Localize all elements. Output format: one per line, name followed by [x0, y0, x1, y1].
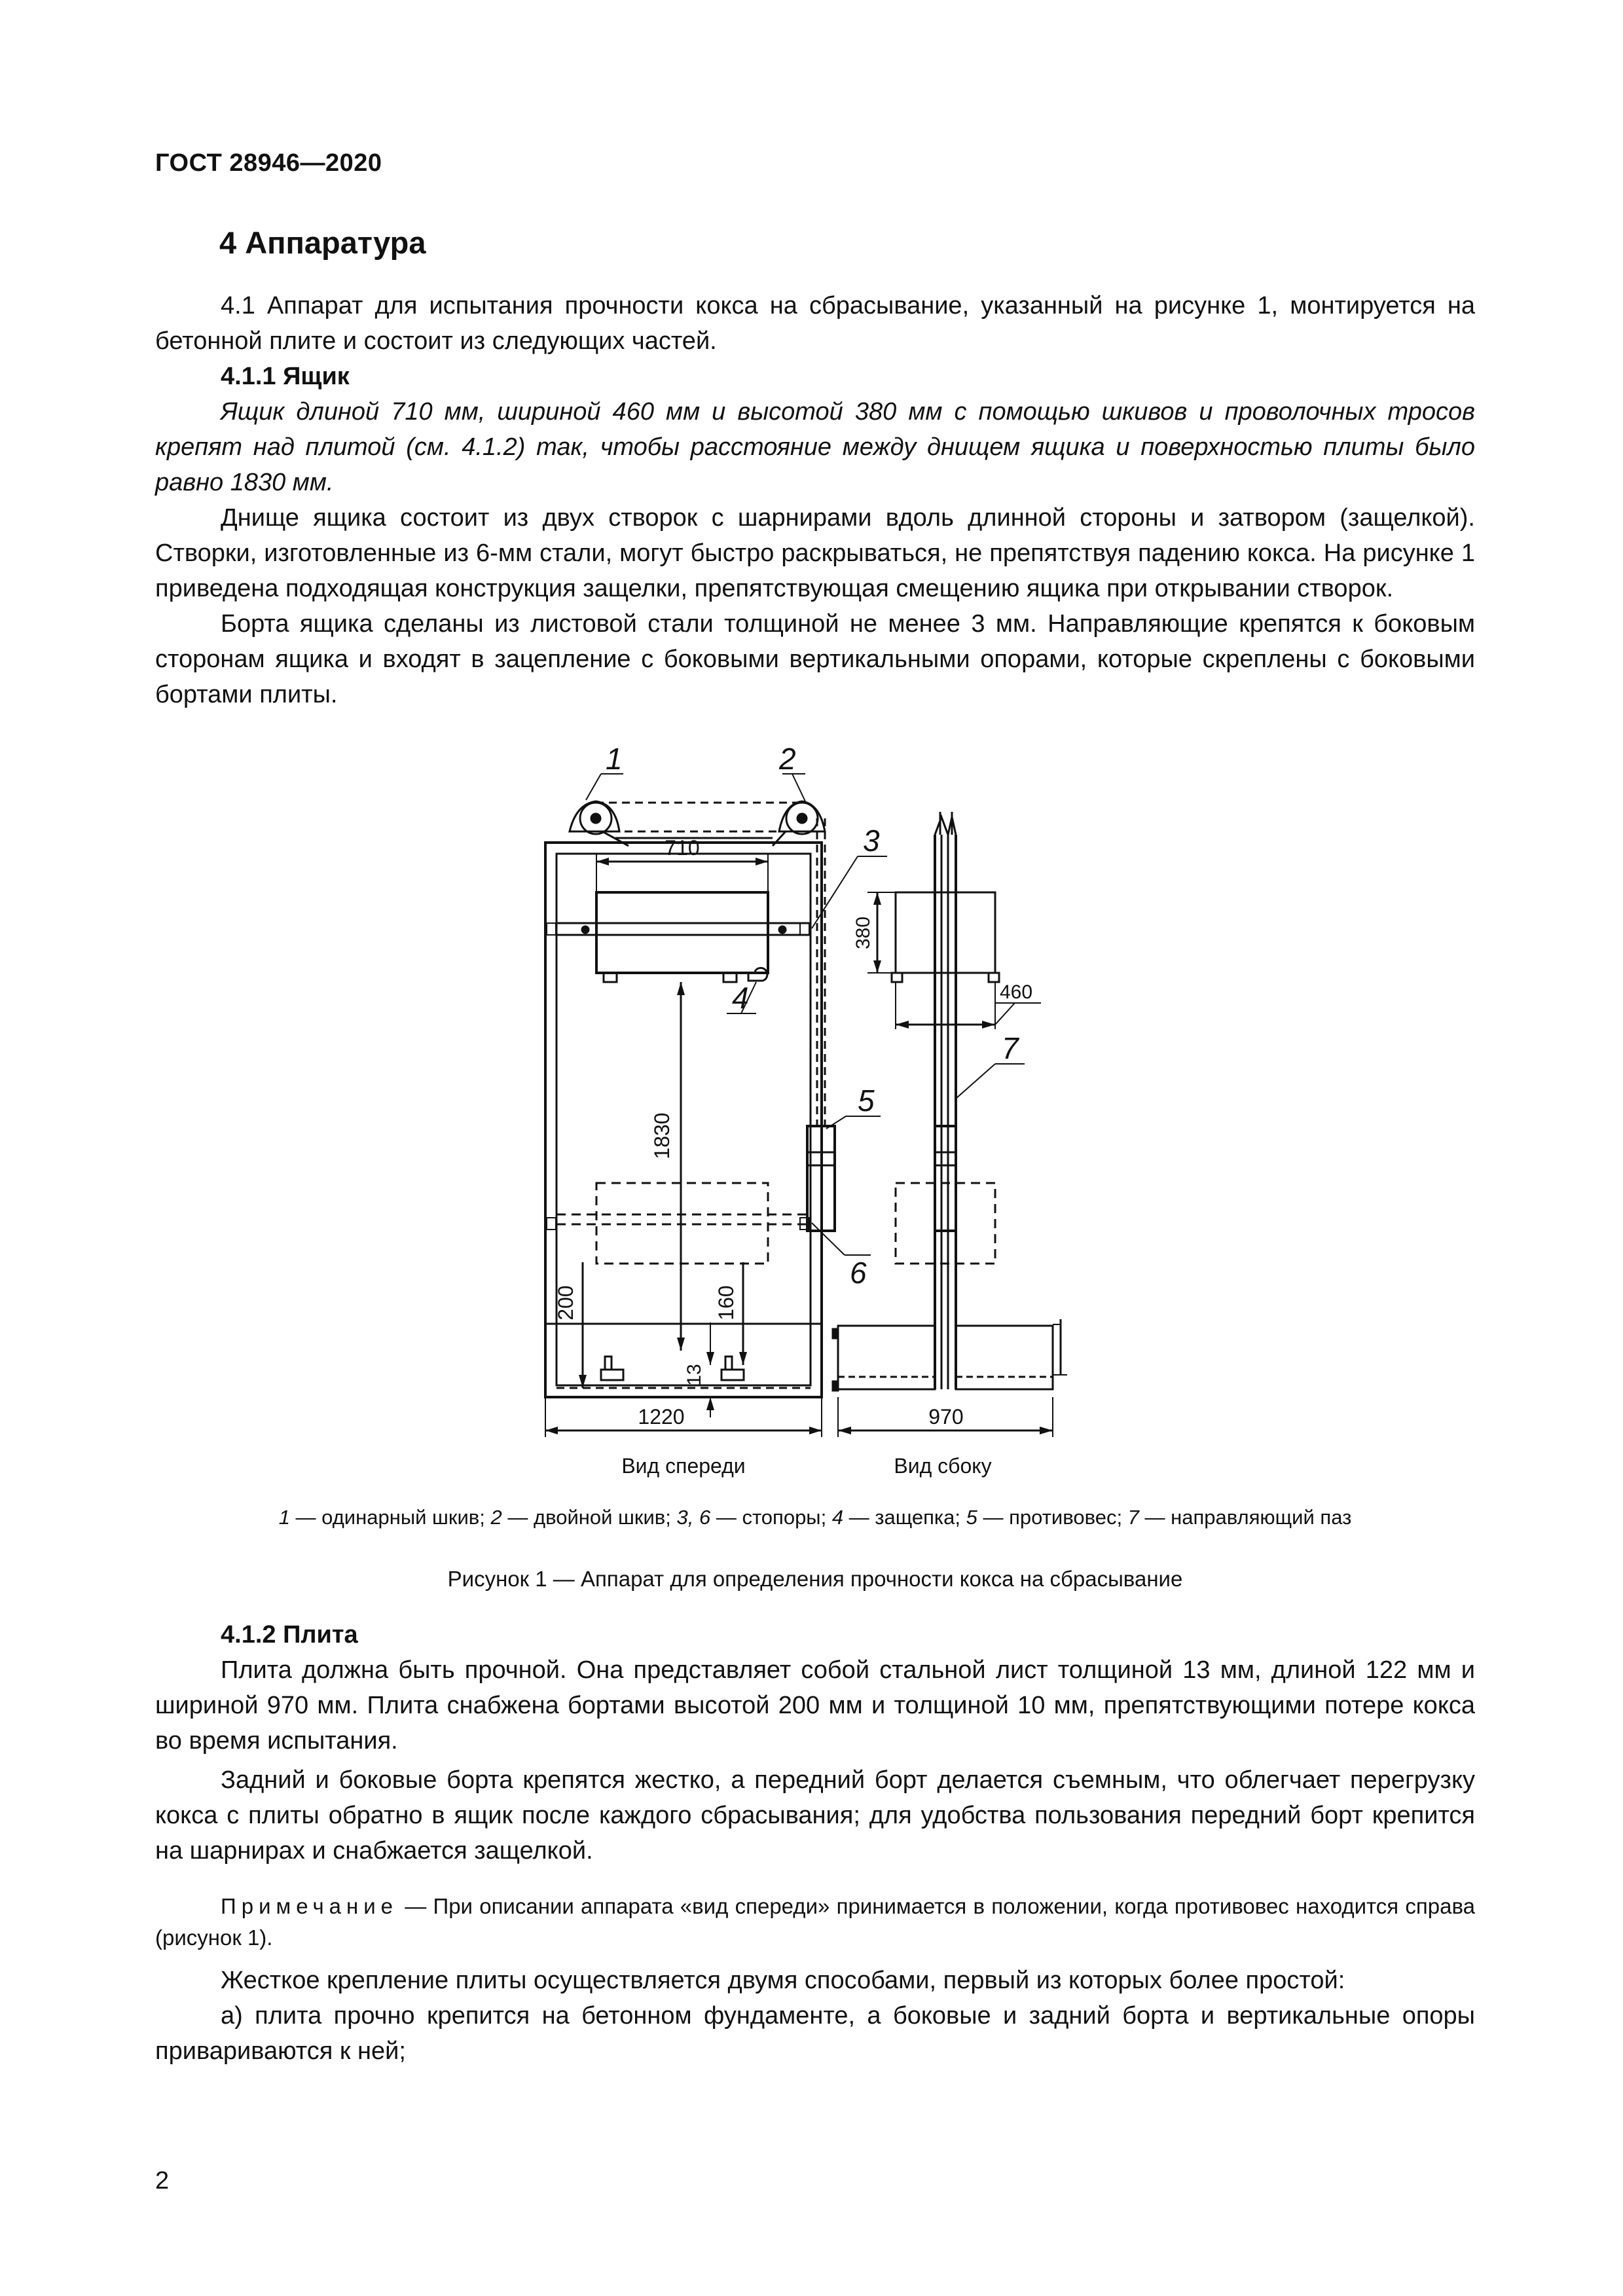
front-inner-frame [556, 854, 811, 1385]
legend-text-6: — направляющий паз [1139, 1506, 1352, 1529]
callout-1: 1 [606, 742, 623, 776]
legend-num-3: 3, 6 [676, 1506, 711, 1529]
legend-num-1: 1 [278, 1506, 290, 1529]
page-number: 2 [155, 2167, 170, 2195]
single-pulley-1 [570, 801, 619, 834]
dim-1220: 1220 [638, 1405, 685, 1429]
dim-200: 200 [554, 1285, 577, 1321]
callout-4: 4 [732, 981, 749, 1015]
dim-710: 710 [665, 836, 700, 860]
front-box-top [596, 892, 768, 973]
note-block [155, 1891, 1475, 1954]
dim-970: 970 [928, 1405, 964, 1429]
legend-num-6: 7 [1127, 1506, 1139, 1529]
double-pulley-2 [779, 801, 825, 834]
subheading-4-1-2: 4.1.2 Плита [221, 1621, 358, 1649]
figure-legend [155, 1506, 1475, 1529]
paragraph-rigid-mount: Жесткое крепление плиты осуществляется двумя способами, первый из которых более простой: [221, 1967, 1345, 1994]
callout-3: 3 [863, 824, 880, 858]
paragraph-rear-sides: Задний и боковые борта крепятся жестко, а передний борт делается съемным, что облегчает перегрузку кокса с плиты обратно в ящик после каждого сбрасывания; для удобства пользования передний борт крепится на шарнирах и снабжается защелкой. [155, 1766, 1475, 1865]
side-plate [838, 1326, 935, 1389]
legend-text-1: — одинарный шкив; [289, 1506, 491, 1529]
side-box-top [896, 892, 995, 973]
text-block-bottom [155, 1963, 1475, 2069]
figure-caption: Рисунок 1 — Аппарат для определения прочности кокса на сбрасывание [447, 1567, 1183, 1591]
text-block-top [155, 288, 1475, 712]
paragraph-box-bottom: Днище ящика состоит из двух створок с шарнирами вдоль длинной стороны и затвором (защелкой). Створки, изготовленные из 6-мм стали, могут быстро раскрываться, не препятствуя падению кокса. На рисунке 1 приведена подходящая конструкция защелки, препятствующая смещению ящика при открывании створок. [155, 504, 1475, 602]
paragraph-item-a: а) плита прочно крепится на бетонном фундаменте, а боковые и задний борта и вертикальные опоры привариваются к ней; [155, 2002, 1475, 2065]
callout-5: 5 [858, 1084, 875, 1118]
paragraph-4-1: 4.1 Аппарат для испытания прочности кокса на сбрасывание, указанный на рисунке 1, монтируется на бетонной плите и состоит из следующих частей. [155, 292, 1475, 355]
legend-text-5: — противовес; [977, 1506, 1128, 1529]
legend-text-4: — защепка; [843, 1506, 966, 1529]
paragraph-box-sides: Борта ящика сделаны из листовой стали толщиной не менее 3 мм. Направляющие крепятся к боковым сторонам ящика и входят в зацепление с боковыми вертикальными опорами, которые скреплены с боковыми бортами плиты. [155, 610, 1475, 708]
side-box-bottom-dashed [896, 1183, 995, 1264]
legend-text-3: — стопоры; [710, 1506, 832, 1529]
paragraph-plate: Плита должна быть прочной. Она представляет собой стальной лист толщиной 13 мм, длиной 122 мм и шириной 970 мм. Плита снабжена бортами высотой 200 мм и толщиной 10 мм, препятствующими потере кокса во время испытания. [155, 1656, 1475, 1755]
callout-7: 7 [1002, 1031, 1019, 1065]
dim-460: 460 [1000, 981, 1033, 1003]
legend-num-4: 4 [831, 1506, 844, 1529]
callout-6: 6 [850, 1256, 867, 1290]
legend-num-2: 2 [490, 1506, 502, 1529]
paragraph-box-dimensions: Ящик длиной 710 мм, шириной 460 мм и высотой 380 мм с помощью шкивов и проволочных тросов крепят над плитой (см. 4.1.2) так, чтобы расстояние между днищем ящика и поверхностью плиты было равно 1830 мм. [155, 398, 1475, 496]
view-front-label: Вид спереди [621, 1454, 746, 1478]
legend-num-5: 5 [966, 1506, 977, 1529]
side-counterweight [935, 1126, 956, 1231]
dim-13: 13 [684, 1364, 705, 1386]
view-side-label: Вид сбоку [894, 1454, 992, 1478]
legend-text-2: — двойной шкив; [501, 1506, 677, 1529]
latch-4 [748, 968, 767, 981]
figure-1-apparatus-drawing [524, 733, 1113, 1499]
dim-160: 160 [714, 1285, 738, 1321]
callout-2: 2 [779, 742, 796, 776]
note-label: Примечание [221, 1894, 399, 1918]
text-block-plate [155, 1617, 1475, 1868]
dim-380: 380 [852, 916, 874, 950]
section-title: 4 Аппаратура [219, 225, 426, 260]
subheading-4-1-1: 4.1.1 Ящик [221, 363, 350, 390]
document-code-header: ГОСТ 28946—2020 [155, 149, 382, 177]
note-text: — При описании аппарата «вид спереди» принимается в положении, когда противовес находится справа (рисунок 1). [155, 1894, 1475, 1950]
dim-1830: 1830 [650, 1112, 674, 1159]
